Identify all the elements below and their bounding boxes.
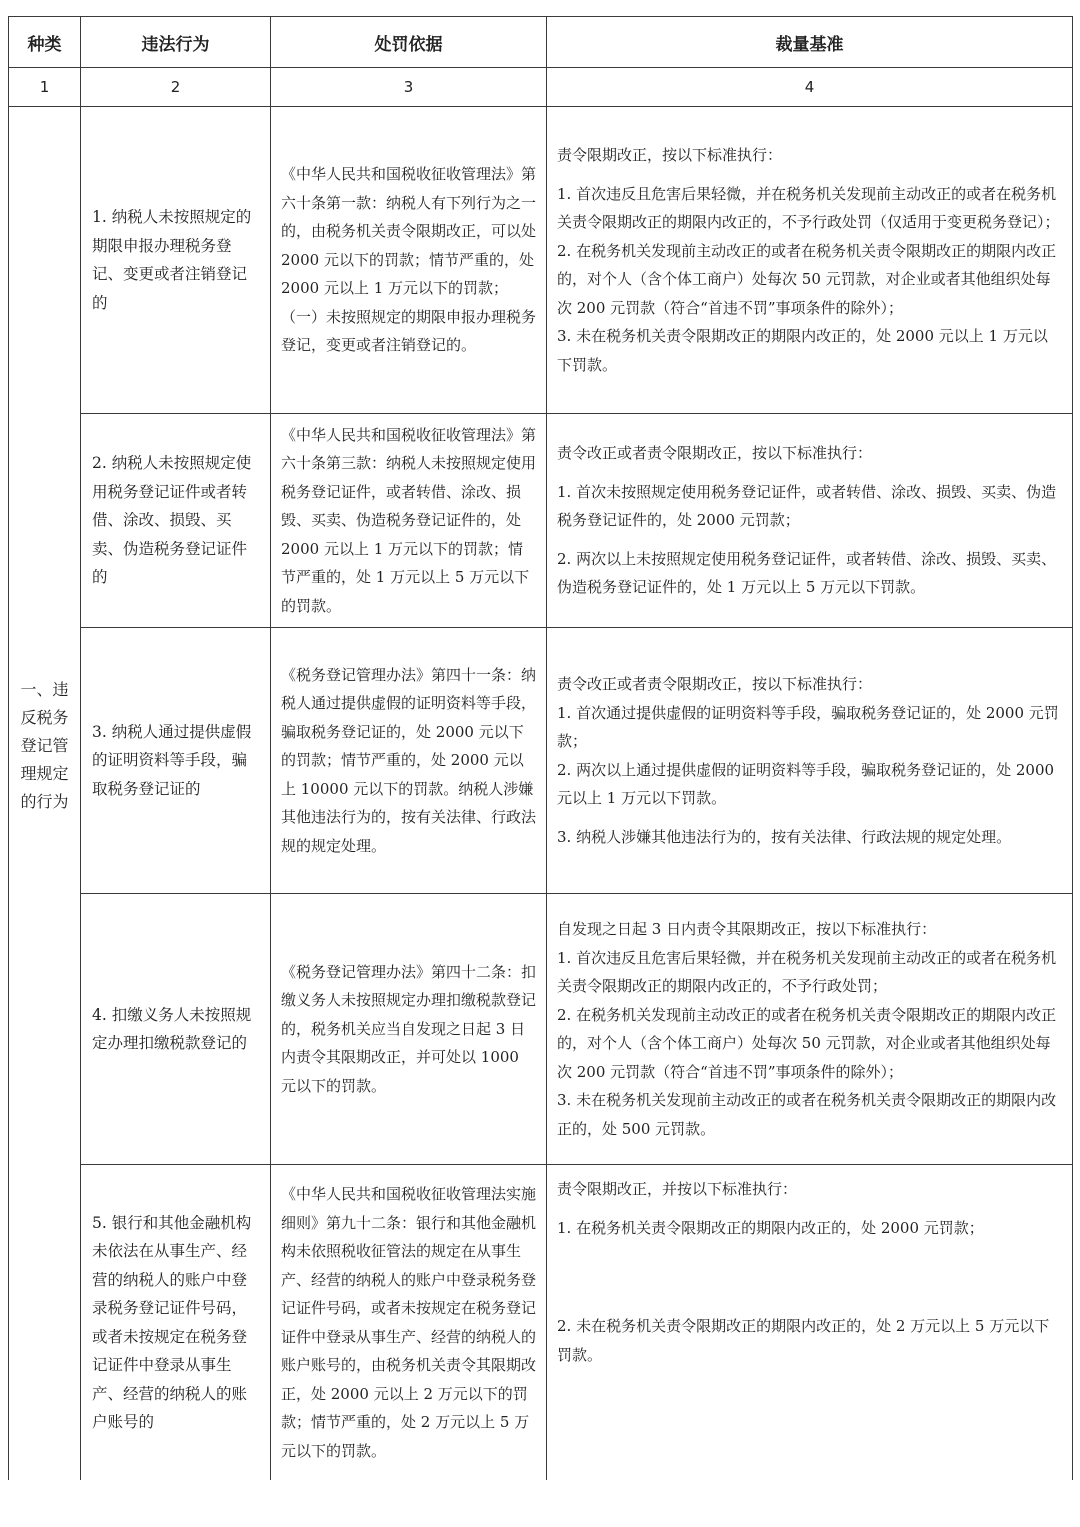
standard-paragraph: 2. 两次以上未按照规定使用税务登记证件，或者转借、涂改、损毁、买卖、伪造税务登记证件的，处 1 万元以上 5 万元以下罚款。 <box>557 549 1057 597</box>
standard-paragraph: 责令限期改正，按以下标准执行： <box>557 146 783 164</box>
standard-paragraph: 1. 首次通过提供虚假的证明资料等手段，骗取税务登记证的，处 2000 元罚款； <box>557 703 1059 750</box>
standard-cell <box>547 894 1073 1165</box>
violation-cell: 5. 银行和其他金融机构未依法在从事生产、经营的纳税人的账户中登录税务登记证件号码，或者未按规定在税务登记证件中登录从事生产、经营的纳税人的账户账号的 <box>81 1165 271 1481</box>
standard-paragraph: 2. 未在税务机关责令限期改正的期限内改正的，处 2 万元以上 5 万元以下罚款。 <box>557 1317 1050 1364</box>
column-number: 4 <box>547 68 1073 107</box>
table-row <box>9 894 1073 1165</box>
standard-paragraph: 1. 首次违反且危害后果轻微，并在税务机关发现前主动改正的或者在税务机关责令限期改正的期限内改正的，不予行政处罚； <box>557 948 1057 995</box>
header-penalty-basis: 处罚依据 <box>271 17 547 68</box>
basis-paragraph: （一）未按照规定的期限申报办理税务登记，变更或者注销登记的。 <box>281 307 537 355</box>
basis-paragraph: 《中华人民共和国税收征收管理法》第六十条第三款：纳税人未按照规定使用税务登记证件，或者转借、涂改、损毁、买卖、伪造税务登记证件的，处 2000 元以上 1 万元以下的罚款；情节严重的，处 1 万元以上 5 万元以下的罚款。 <box>281 425 537 615</box>
column-number-row <box>9 68 1073 107</box>
violation-cell: 3. 纳税人通过提供虚假的证明资料等手段，骗取税务登记证的 <box>81 628 271 894</box>
violation-cell: 4. 扣缴义务人未按照规定办理扣缴税款登记的 <box>81 894 271 1165</box>
table-row <box>9 414 1073 628</box>
basis-cell <box>271 107 547 414</box>
column-number: 3 <box>271 68 547 107</box>
basis-paragraph: 《税务登记管理办法》第四十二条：扣缴义务人未按照规定办理扣缴税款登记的，税务机关应当自发现之日起 3 日内责令其限期改正，并可处以 1000 元以下的罚款。 <box>281 962 537 1095</box>
standard-paragraph: 3. 未在税务机关责令限期改正的期限内改正的，处 2000 元以上 1 万元以下罚款。 <box>557 327 1048 374</box>
column-number: 2 <box>81 68 271 107</box>
standard-paragraph: 1. 在税务机关责令限期改正的期限内改正的，处 2000 元罚款； <box>557 1218 984 1237</box>
table-row <box>9 1165 1073 1481</box>
basis-cell <box>271 414 547 628</box>
header-violation: 违法行为 <box>81 17 271 68</box>
standard-paragraph: 1. 首次违反且危害后果轻微，并在税务机关发现前主动改正的或者在税务机关责令限期改正的期限内改正的，不予行政处罚（仅适用于变更税务登记）； <box>557 184 1060 231</box>
standard-paragraph: 责令改正或者责令限期改正，按以下标准执行： <box>557 675 873 693</box>
basis-paragraph: 《税务登记管理办法》第四十一条：纳税人通过提供虚假的证明资料等手段，骗取税务登记证的，处 2000 元以下的罚款；情节严重的，处 2000 元以上 10000 元以下的罚款。纳税人涉嫌其他违法行为的，按有关法律、行政法规的规定处理。 <box>281 665 537 855</box>
standard-cell <box>547 414 1073 628</box>
column-number: 1 <box>9 68 81 107</box>
basis-cell <box>271 1165 547 1481</box>
standard-paragraph: 2. 在税务机关发现前主动改正的或者在税务机关责令限期改正的期限内改正的，对个人（含个体工商户）处每次 50 元罚款，对企业或者其他组织处每次 200 元罚款（符合“首违不罚”事项条件的除外）； <box>557 1005 1057 1081</box>
basis-paragraph: 《中华人民共和国税收征收管理法实施细则》第九十二条：银行和其他金融机构未依照税收征管法的规定在从事生产、经营的纳税人的账户中登录税务登记证件号码，或者未按规定在税务登记证件中登录从事生产、经营的纳税人的账户账号的，由税务机关责令其限期改正，处 2000 元以上 2 万元以下的罚款；情节严重的，处 2 万元以上 5 万元以下的罚款。 <box>281 1185 537 1460</box>
standard-paragraph: 2. 两次以上通过提供虚假的证明资料等手段，骗取税务登记证的，处 2000 元以上 1 万元以下罚款。 <box>557 760 1055 807</box>
penalty-standard-table <box>8 16 1073 1480</box>
table-header-row <box>9 17 1073 68</box>
standard-paragraph: 1. 首次未按照规定使用税务登记证件，或者转借、涂改、损毁、买卖、伪造税务登记证件的，处 2000 元罚款； <box>557 482 1057 530</box>
category-label: 一、违反税务登记管理规定的行为 <box>20 680 69 811</box>
violation-cell: 1. 纳税人未按照规定的期限申报办理税务登记、变更或者注销登记的 <box>81 107 271 414</box>
basis-cell <box>271 628 547 894</box>
standard-paragraph: 责令改正或者责令限期改正，按以下标准执行： <box>557 444 873 463</box>
standard-cell <box>547 1165 1073 1481</box>
standard-paragraph: 3. 纳税人涉嫌其他违法行为的，按有关法律、行政法规的规定处理。 <box>557 827 1012 846</box>
table-row <box>9 628 1073 894</box>
standard-paragraph: 3. 未在税务机关发现前主动改正的或者在税务机关责令限期改正的期限内改正的，处 500 元罚款。 <box>557 1091 1057 1138</box>
standard-paragraph: 自发现之日起 3 日内责令其限期改正，按以下标准执行： <box>557 920 937 938</box>
standard-paragraph: 责令限期改正，并按以下标准执行： <box>557 1180 798 1198</box>
standard-paragraph: 2. 在税务机关发现前主动改正的或者在税务机关责令限期改正的期限内改正的，对个人（含个体工商户）处每次 50 元罚款，对企业或者其他组织处每次 200 元罚款（符合“首违不罚”事项条件的除外）； <box>557 241 1057 317</box>
standard-cell <box>547 107 1073 414</box>
basis-cell <box>271 894 547 1165</box>
basis-paragraph: 《中华人民共和国税收征收管理法》第六十条第一款：纳税人有下列行为之一的，由税务机关责令限期改正，可以处 2000 元以下的罚款；情节严重的，处 2000 元以上 1 万元以下的罚款； <box>281 165 537 298</box>
standard-cell <box>547 628 1073 894</box>
header-discretion-standard: 裁量基准 <box>547 17 1073 68</box>
category-cell <box>9 107 81 1481</box>
table-row <box>9 107 1073 414</box>
violation-cell: 2. 纳税人未按照规定使用税务登记证件或者转借、涂改、损毁、买卖、伪造税务登记证件的 <box>81 414 271 628</box>
header-category: 种类 <box>9 17 81 68</box>
